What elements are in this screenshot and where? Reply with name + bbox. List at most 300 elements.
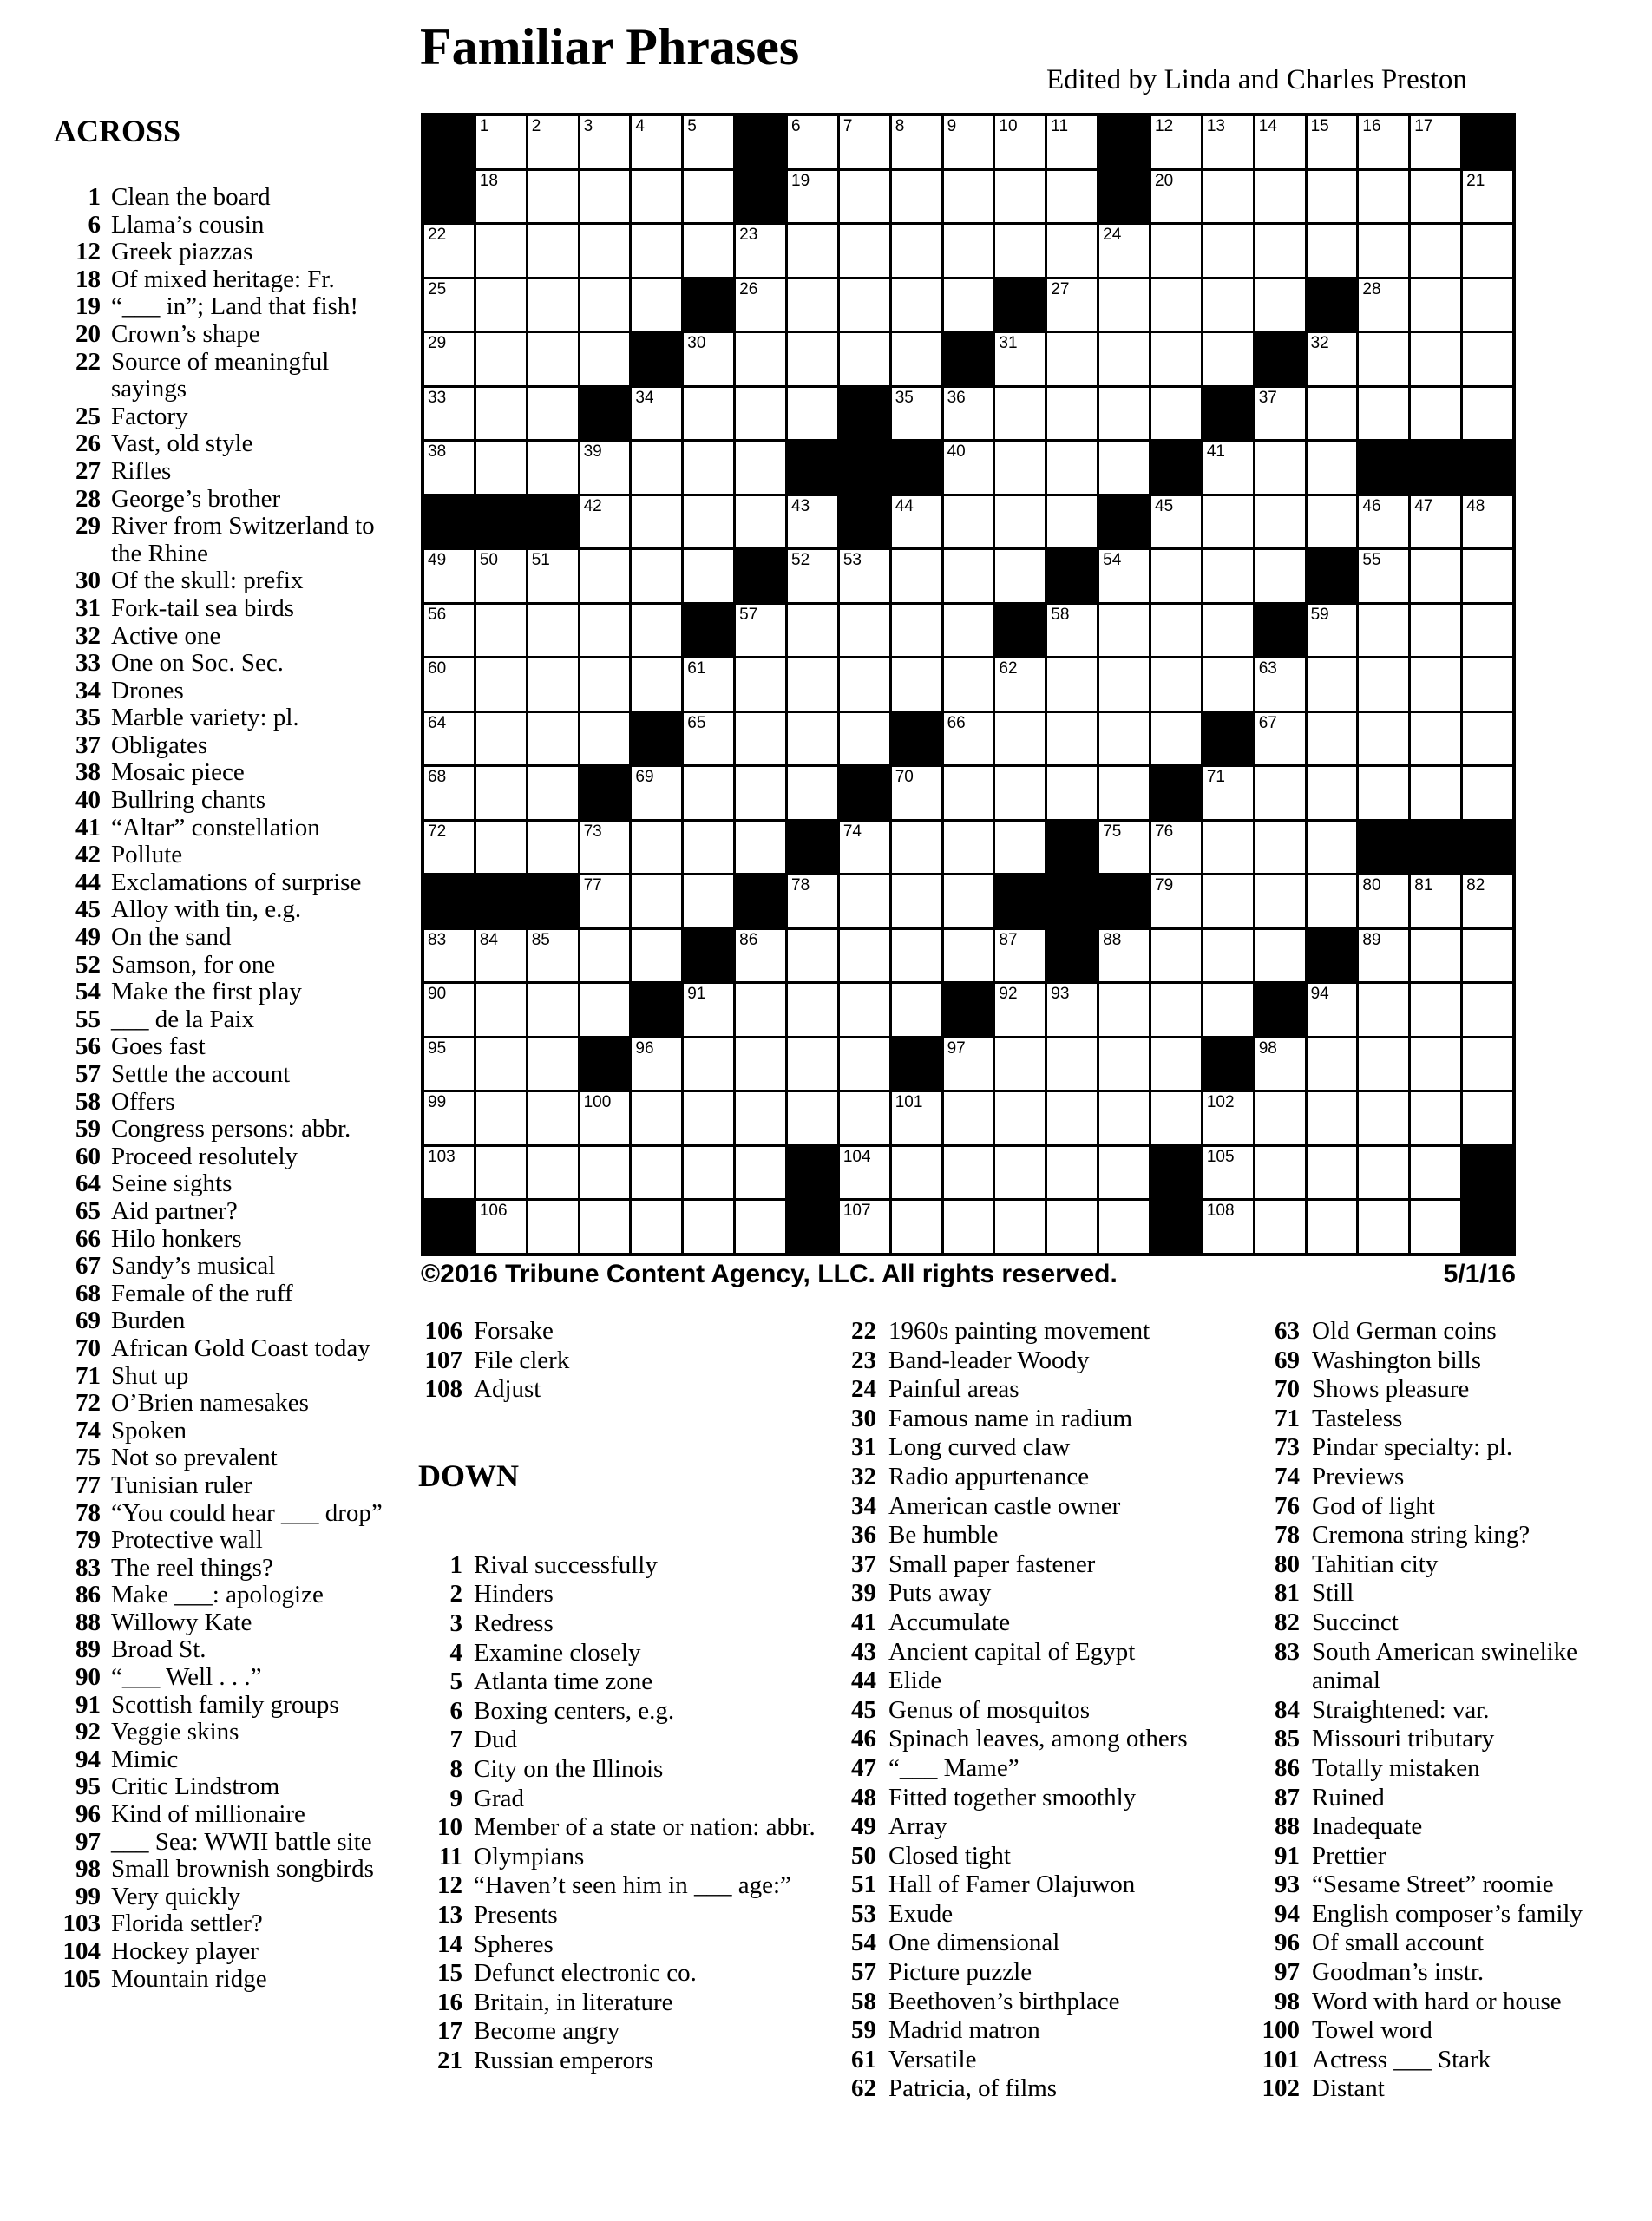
grid-cell[interactable] bbox=[1203, 442, 1253, 494]
grid-cell[interactable] bbox=[632, 225, 681, 277]
grid-cell[interactable] bbox=[1463, 333, 1512, 385]
grid-cell[interactable] bbox=[1411, 550, 1460, 602]
grid-cell[interactable] bbox=[995, 767, 1045, 819]
grid-cell[interactable] bbox=[580, 875, 630, 927]
grid-cell[interactable] bbox=[1308, 767, 1357, 819]
grid-cell[interactable] bbox=[1359, 658, 1408, 711]
grid-cell[interactable] bbox=[1411, 1147, 1460, 1199]
grid-cell[interactable] bbox=[1151, 116, 1201, 168]
grid-cell[interactable] bbox=[1411, 713, 1460, 765]
grid-cell[interactable] bbox=[1151, 930, 1201, 982]
grid-cell[interactable] bbox=[736, 658, 785, 711]
grid-cell[interactable] bbox=[1047, 984, 1097, 1036]
grid-cell[interactable] bbox=[1047, 116, 1097, 168]
grid-cell[interactable] bbox=[424, 658, 474, 711]
grid-cell[interactable] bbox=[476, 1147, 526, 1199]
grid-cell[interactable] bbox=[424, 930, 474, 982]
grid-cell[interactable] bbox=[580, 930, 630, 982]
grid-cell[interactable] bbox=[528, 767, 578, 819]
grid-cell[interactable] bbox=[944, 225, 993, 277]
grid-cell[interactable] bbox=[892, 658, 941, 711]
grid-cell[interactable] bbox=[1359, 333, 1408, 385]
grid-cell[interactable] bbox=[1203, 279, 1253, 331]
grid-cell[interactable] bbox=[788, 225, 837, 277]
grid-cell[interactable] bbox=[580, 713, 630, 765]
grid-cell[interactable] bbox=[1463, 1038, 1512, 1091]
grid-cell[interactable] bbox=[840, 658, 889, 711]
grid-cell[interactable] bbox=[476, 279, 526, 331]
grid-cell[interactable] bbox=[1463, 875, 1512, 927]
grid-cell[interactable] bbox=[736, 984, 785, 1036]
grid-cell[interactable] bbox=[1463, 658, 1512, 711]
grid-cell[interactable] bbox=[1255, 1201, 1305, 1253]
grid-cell[interactable] bbox=[840, 116, 889, 168]
grid-cell[interactable] bbox=[1308, 442, 1357, 494]
grid-cell[interactable] bbox=[632, 1147, 681, 1199]
grid-cell[interactable] bbox=[1151, 171, 1201, 223]
grid-cell[interactable] bbox=[1359, 225, 1408, 277]
grid-cell[interactable] bbox=[840, 605, 889, 657]
grid-cell[interactable] bbox=[944, 930, 993, 982]
grid-cell[interactable] bbox=[1411, 1201, 1460, 1253]
grid-cell[interactable] bbox=[788, 658, 837, 711]
grid-cell[interactable] bbox=[1359, 605, 1408, 657]
grid-cell[interactable] bbox=[424, 442, 474, 494]
grid-cell[interactable] bbox=[1255, 388, 1305, 440]
grid-cell[interactable] bbox=[892, 984, 941, 1036]
grid-cell[interactable] bbox=[1203, 1092, 1253, 1144]
grid-cell[interactable] bbox=[476, 1092, 526, 1144]
grid-cell[interactable] bbox=[1463, 225, 1512, 277]
grid-cell[interactable] bbox=[1099, 1038, 1149, 1091]
grid-cell[interactable] bbox=[1308, 225, 1357, 277]
grid-cell[interactable] bbox=[892, 496, 941, 548]
grid-cell[interactable] bbox=[1308, 1092, 1357, 1144]
grid-cell[interactable] bbox=[1463, 388, 1512, 440]
grid-cell[interactable] bbox=[632, 767, 681, 819]
grid-cell[interactable] bbox=[1359, 1147, 1408, 1199]
grid-cell[interactable] bbox=[1047, 442, 1097, 494]
grid-cell[interactable] bbox=[1099, 1092, 1149, 1144]
grid-cell[interactable] bbox=[424, 1147, 474, 1199]
grid-cell[interactable] bbox=[1411, 767, 1460, 819]
grid-cell[interactable] bbox=[1255, 442, 1305, 494]
grid-cell[interactable] bbox=[424, 713, 474, 765]
grid-cell[interactable] bbox=[1411, 984, 1460, 1036]
grid-cell[interactable] bbox=[684, 984, 733, 1036]
grid-cell[interactable] bbox=[892, 225, 941, 277]
grid-cell[interactable] bbox=[1308, 388, 1357, 440]
grid-cell[interactable] bbox=[840, 171, 889, 223]
grid-cell[interactable] bbox=[995, 550, 1045, 602]
grid-cell[interactable] bbox=[580, 1092, 630, 1144]
grid-cell[interactable] bbox=[424, 279, 474, 331]
grid-cell[interactable] bbox=[788, 496, 837, 548]
grid-cell[interactable] bbox=[892, 822, 941, 874]
grid-cell[interactable] bbox=[632, 1201, 681, 1253]
grid-cell[interactable] bbox=[788, 171, 837, 223]
grid-cell[interactable] bbox=[995, 930, 1045, 982]
grid-cell[interactable] bbox=[684, 550, 733, 602]
grid-cell[interactable] bbox=[1047, 1092, 1097, 1144]
grid-cell[interactable] bbox=[424, 1038, 474, 1091]
grid-cell[interactable] bbox=[840, 550, 889, 602]
grid-cell[interactable] bbox=[476, 767, 526, 819]
grid-cell[interactable] bbox=[788, 550, 837, 602]
grid-cell[interactable] bbox=[1047, 605, 1097, 657]
grid-cell[interactable] bbox=[944, 822, 993, 874]
grid-cell[interactable] bbox=[944, 658, 993, 711]
grid-cell[interactable] bbox=[995, 713, 1045, 765]
grid-cell[interactable] bbox=[1255, 171, 1305, 223]
grid-cell[interactable] bbox=[476, 225, 526, 277]
grid-cell[interactable] bbox=[1359, 713, 1408, 765]
grid-cell[interactable] bbox=[476, 713, 526, 765]
grid-cell[interactable] bbox=[424, 984, 474, 1036]
grid-cell[interactable] bbox=[1359, 116, 1408, 168]
grid-cell[interactable] bbox=[1151, 225, 1201, 277]
grid-cell[interactable] bbox=[1047, 171, 1097, 223]
grid-cell[interactable] bbox=[1099, 713, 1149, 765]
grid-cell[interactable] bbox=[1359, 1201, 1408, 1253]
grid-cell[interactable] bbox=[1308, 333, 1357, 385]
grid-cell[interactable] bbox=[528, 984, 578, 1036]
grid-cell[interactable] bbox=[1463, 984, 1512, 1036]
grid-cell[interactable] bbox=[840, 1147, 889, 1199]
grid-cell[interactable] bbox=[944, 767, 993, 819]
grid-cell[interactable] bbox=[1359, 279, 1408, 331]
grid-cell[interactable] bbox=[684, 1038, 733, 1091]
grid-cell[interactable] bbox=[944, 550, 993, 602]
grid-cell[interactable] bbox=[1099, 1201, 1149, 1253]
grid-cell[interactable] bbox=[995, 984, 1045, 1036]
grid-cell[interactable] bbox=[1099, 225, 1149, 277]
crossword-grid[interactable] bbox=[421, 113, 1516, 1256]
grid-cell[interactable] bbox=[632, 388, 681, 440]
grid-cell[interactable] bbox=[632, 442, 681, 494]
grid-cell[interactable] bbox=[632, 171, 681, 223]
grid-cell[interactable] bbox=[580, 279, 630, 331]
grid-cell[interactable] bbox=[528, 116, 578, 168]
grid-cell[interactable] bbox=[1308, 1038, 1357, 1091]
grid-cell[interactable] bbox=[1099, 1147, 1149, 1199]
grid-cell[interactable] bbox=[1047, 333, 1097, 385]
grid-cell[interactable] bbox=[684, 822, 733, 874]
grid-cell[interactable] bbox=[1255, 1038, 1305, 1091]
grid-cell[interactable] bbox=[1203, 116, 1253, 168]
grid-cell[interactable] bbox=[736, 822, 785, 874]
grid-cell[interactable] bbox=[788, 388, 837, 440]
grid-cell[interactable] bbox=[684, 713, 733, 765]
grid-cell[interactable] bbox=[580, 984, 630, 1036]
grid-cell[interactable] bbox=[1359, 1092, 1408, 1144]
grid-cell[interactable] bbox=[528, 442, 578, 494]
grid-cell[interactable] bbox=[1203, 984, 1253, 1036]
grid-cell[interactable] bbox=[892, 930, 941, 982]
grid-cell[interactable] bbox=[1099, 984, 1149, 1036]
grid-cell[interactable] bbox=[528, 822, 578, 874]
grid-cell[interactable] bbox=[580, 496, 630, 548]
grid-cell[interactable] bbox=[944, 279, 993, 331]
grid-cell[interactable] bbox=[1047, 388, 1097, 440]
grid-cell[interactable] bbox=[632, 605, 681, 657]
grid-cell[interactable] bbox=[632, 875, 681, 927]
grid-cell[interactable] bbox=[944, 442, 993, 494]
grid-cell[interactable] bbox=[1151, 550, 1201, 602]
grid-cell[interactable] bbox=[1359, 388, 1408, 440]
grid-cell[interactable] bbox=[632, 116, 681, 168]
grid-cell[interactable] bbox=[476, 658, 526, 711]
grid-cell[interactable] bbox=[476, 333, 526, 385]
grid-cell[interactable] bbox=[788, 984, 837, 1036]
grid-cell[interactable] bbox=[1308, 658, 1357, 711]
grid-cell[interactable] bbox=[1411, 496, 1460, 548]
grid-cell[interactable] bbox=[1359, 1038, 1408, 1091]
grid-cell[interactable] bbox=[944, 388, 993, 440]
grid-cell[interactable] bbox=[788, 767, 837, 819]
grid-cell[interactable] bbox=[580, 1147, 630, 1199]
grid-cell[interactable] bbox=[1308, 713, 1357, 765]
grid-cell[interactable] bbox=[632, 279, 681, 331]
grid-cell[interactable] bbox=[1463, 713, 1512, 765]
grid-cell[interactable] bbox=[1411, 279, 1460, 331]
grid-cell[interactable] bbox=[736, 225, 785, 277]
grid-cell[interactable] bbox=[684, 496, 733, 548]
grid-cell[interactable] bbox=[995, 333, 1045, 385]
grid-cell[interactable] bbox=[892, 1147, 941, 1199]
grid-cell[interactable] bbox=[1411, 225, 1460, 277]
grid-cell[interactable] bbox=[528, 1038, 578, 1091]
grid-cell[interactable] bbox=[1203, 875, 1253, 927]
grid-cell[interactable] bbox=[892, 333, 941, 385]
grid-cell[interactable] bbox=[736, 442, 785, 494]
grid-cell[interactable] bbox=[580, 225, 630, 277]
grid-cell[interactable] bbox=[1463, 767, 1512, 819]
grid-cell[interactable] bbox=[892, 171, 941, 223]
grid-cell[interactable] bbox=[1359, 496, 1408, 548]
grid-cell[interactable] bbox=[736, 767, 785, 819]
grid-cell[interactable] bbox=[632, 496, 681, 548]
grid-cell[interactable] bbox=[944, 713, 993, 765]
grid-cell[interactable] bbox=[1255, 767, 1305, 819]
grid-cell[interactable] bbox=[788, 1038, 837, 1091]
grid-cell[interactable] bbox=[995, 1092, 1045, 1144]
grid-cell[interactable] bbox=[476, 388, 526, 440]
grid-cell[interactable] bbox=[1047, 496, 1097, 548]
grid-cell[interactable] bbox=[736, 713, 785, 765]
grid-cell[interactable] bbox=[1099, 767, 1149, 819]
grid-cell[interactable] bbox=[632, 1092, 681, 1144]
grid-cell[interactable] bbox=[1411, 1038, 1460, 1091]
grid-cell[interactable] bbox=[528, 930, 578, 982]
grid-cell[interactable] bbox=[528, 225, 578, 277]
grid-cell[interactable] bbox=[1151, 822, 1201, 874]
grid-cell[interactable] bbox=[528, 658, 578, 711]
grid-cell[interactable] bbox=[1203, 930, 1253, 982]
grid-cell[interactable] bbox=[1151, 605, 1201, 657]
grid-cell[interactable] bbox=[944, 116, 993, 168]
grid-cell[interactable] bbox=[1203, 1201, 1253, 1253]
grid-cell[interactable] bbox=[1099, 279, 1149, 331]
grid-cell[interactable] bbox=[1255, 822, 1305, 874]
grid-cell[interactable] bbox=[476, 605, 526, 657]
grid-cell[interactable] bbox=[1411, 171, 1460, 223]
grid-cell[interactable] bbox=[1099, 822, 1149, 874]
grid-cell[interactable] bbox=[476, 822, 526, 874]
grid-cell[interactable] bbox=[995, 225, 1045, 277]
grid-cell[interactable] bbox=[944, 171, 993, 223]
grid-cell[interactable] bbox=[476, 1038, 526, 1091]
grid-cell[interactable] bbox=[632, 822, 681, 874]
grid-cell[interactable] bbox=[1255, 116, 1305, 168]
grid-cell[interactable] bbox=[1203, 496, 1253, 548]
grid-cell[interactable] bbox=[684, 1147, 733, 1199]
grid-cell[interactable] bbox=[1411, 116, 1460, 168]
grid-cell[interactable] bbox=[528, 388, 578, 440]
grid-cell[interactable] bbox=[892, 1092, 941, 1144]
grid-cell[interactable] bbox=[1151, 713, 1201, 765]
grid-cell[interactable] bbox=[1463, 550, 1512, 602]
grid-cell[interactable] bbox=[788, 116, 837, 168]
grid-cell[interactable] bbox=[1359, 984, 1408, 1036]
grid-cell[interactable] bbox=[684, 875, 733, 927]
grid-cell[interactable] bbox=[1308, 496, 1357, 548]
grid-cell[interactable] bbox=[840, 875, 889, 927]
grid-cell[interactable] bbox=[788, 1092, 837, 1144]
grid-cell[interactable] bbox=[580, 333, 630, 385]
grid-cell[interactable] bbox=[995, 1038, 1045, 1091]
grid-cell[interactable] bbox=[840, 984, 889, 1036]
grid-cell[interactable] bbox=[424, 822, 474, 874]
grid-cell[interactable] bbox=[1463, 279, 1512, 331]
grid-cell[interactable] bbox=[840, 1092, 889, 1144]
grid-cell[interactable] bbox=[1308, 1201, 1357, 1253]
grid-cell[interactable] bbox=[528, 605, 578, 657]
grid-cell[interactable] bbox=[1463, 1092, 1512, 1144]
grid-cell[interactable] bbox=[944, 1092, 993, 1144]
grid-cell[interactable] bbox=[1151, 388, 1201, 440]
grid-cell[interactable] bbox=[684, 225, 733, 277]
grid-cell[interactable] bbox=[476, 116, 526, 168]
grid-cell[interactable] bbox=[1463, 171, 1512, 223]
grid-cell[interactable] bbox=[684, 333, 733, 385]
grid-cell[interactable] bbox=[684, 442, 733, 494]
grid-cell[interactable] bbox=[1047, 658, 1097, 711]
grid-cell[interactable] bbox=[1047, 1147, 1097, 1199]
grid-cell[interactable] bbox=[1047, 767, 1097, 819]
grid-cell[interactable] bbox=[995, 171, 1045, 223]
grid-cell[interactable] bbox=[1308, 171, 1357, 223]
grid-cell[interactable] bbox=[1411, 388, 1460, 440]
grid-cell[interactable] bbox=[476, 1201, 526, 1253]
grid-cell[interactable] bbox=[1047, 713, 1097, 765]
grid-cell[interactable] bbox=[788, 279, 837, 331]
grid-cell[interactable] bbox=[892, 1201, 941, 1253]
grid-cell[interactable] bbox=[1151, 496, 1201, 548]
grid-cell[interactable] bbox=[580, 171, 630, 223]
grid-cell[interactable] bbox=[892, 605, 941, 657]
grid-cell[interactable] bbox=[1151, 1092, 1201, 1144]
grid-cell[interactable] bbox=[1308, 984, 1357, 1036]
grid-cell[interactable] bbox=[840, 225, 889, 277]
grid-cell[interactable] bbox=[1411, 930, 1460, 982]
grid-cell[interactable] bbox=[580, 822, 630, 874]
grid-cell[interactable] bbox=[840, 333, 889, 385]
grid-cell[interactable] bbox=[1255, 713, 1305, 765]
grid-cell[interactable] bbox=[424, 388, 474, 440]
grid-cell[interactable] bbox=[1255, 930, 1305, 982]
grid-cell[interactable] bbox=[1203, 171, 1253, 223]
grid-cell[interactable] bbox=[632, 550, 681, 602]
grid-cell[interactable] bbox=[1255, 875, 1305, 927]
grid-cell[interactable] bbox=[1099, 658, 1149, 711]
grid-cell[interactable] bbox=[580, 116, 630, 168]
grid-cell[interactable] bbox=[1047, 1201, 1097, 1253]
grid-cell[interactable] bbox=[1255, 550, 1305, 602]
grid-cell[interactable] bbox=[736, 1038, 785, 1091]
grid-cell[interactable] bbox=[424, 225, 474, 277]
grid-cell[interactable] bbox=[1203, 550, 1253, 602]
grid-cell[interactable] bbox=[995, 442, 1045, 494]
grid-cell[interactable] bbox=[476, 930, 526, 982]
grid-cell[interactable] bbox=[684, 1201, 733, 1253]
grid-cell[interactable] bbox=[840, 713, 889, 765]
grid-cell[interactable] bbox=[1308, 1147, 1357, 1199]
grid-cell[interactable] bbox=[1308, 875, 1357, 927]
grid-cell[interactable] bbox=[995, 658, 1045, 711]
grid-cell[interactable] bbox=[1359, 550, 1408, 602]
grid-cell[interactable] bbox=[788, 875, 837, 927]
grid-cell[interactable] bbox=[528, 1147, 578, 1199]
grid-cell[interactable] bbox=[840, 1201, 889, 1253]
grid-cell[interactable] bbox=[944, 605, 993, 657]
grid-cell[interactable] bbox=[892, 116, 941, 168]
grid-cell[interactable] bbox=[476, 171, 526, 223]
grid-cell[interactable] bbox=[736, 1092, 785, 1144]
grid-cell[interactable] bbox=[632, 658, 681, 711]
grid-cell[interactable] bbox=[1463, 605, 1512, 657]
grid-cell[interactable] bbox=[424, 333, 474, 385]
grid-cell[interactable] bbox=[892, 279, 941, 331]
grid-cell[interactable] bbox=[1151, 875, 1201, 927]
grid-cell[interactable] bbox=[1203, 605, 1253, 657]
grid-cell[interactable] bbox=[476, 984, 526, 1036]
grid-cell[interactable] bbox=[1463, 930, 1512, 982]
grid-cell[interactable] bbox=[1411, 605, 1460, 657]
grid-cell[interactable] bbox=[1463, 496, 1512, 548]
grid-cell[interactable] bbox=[736, 333, 785, 385]
grid-cell[interactable] bbox=[1047, 225, 1097, 277]
grid-cell[interactable] bbox=[1099, 930, 1149, 982]
grid-cell[interactable] bbox=[1203, 225, 1253, 277]
grid-cell[interactable] bbox=[736, 930, 785, 982]
grid-cell[interactable] bbox=[424, 767, 474, 819]
grid-cell[interactable] bbox=[1411, 658, 1460, 711]
grid-cell[interactable] bbox=[788, 930, 837, 982]
grid-cell[interactable] bbox=[892, 550, 941, 602]
grid-cell[interactable] bbox=[1308, 605, 1357, 657]
grid-cell[interactable] bbox=[788, 333, 837, 385]
grid-cell[interactable] bbox=[528, 1201, 578, 1253]
grid-cell[interactable] bbox=[1099, 388, 1149, 440]
grid-cell[interactable] bbox=[1255, 496, 1305, 548]
grid-cell[interactable] bbox=[632, 930, 681, 982]
grid-cell[interactable] bbox=[944, 1147, 993, 1199]
grid-cell[interactable] bbox=[1151, 333, 1201, 385]
grid-cell[interactable] bbox=[684, 1092, 733, 1144]
grid-cell[interactable] bbox=[840, 822, 889, 874]
grid-cell[interactable] bbox=[1359, 767, 1408, 819]
